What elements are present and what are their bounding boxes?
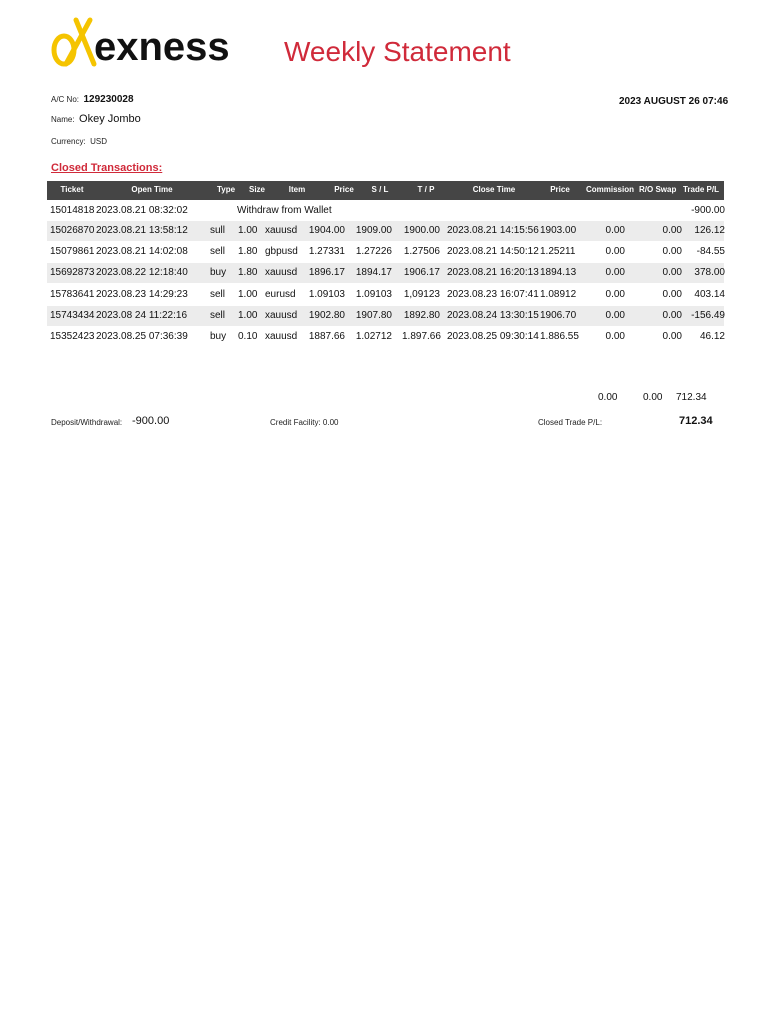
statement-datetime: 2023 AUGUST 26 07:46: [619, 96, 729, 107]
table-cell: 1.27331: [308, 246, 345, 257]
table-cell: 378.00: [694, 267, 725, 278]
table-cell: 1.00: [238, 225, 258, 236]
table-row: [47, 221, 724, 241]
table-cell: 1.80: [238, 246, 258, 257]
table-cell: sull: [210, 225, 226, 236]
table-cell: 1887.66: [308, 331, 345, 342]
section-title: Closed Transactions:: [51, 162, 163, 174]
table-cell: 0.00: [662, 310, 682, 321]
table-cell: 15079861: [50, 246, 95, 257]
table-cell: 1.80: [238, 267, 258, 278]
table-cell: 1906.17: [403, 267, 440, 278]
column-header: Ticket: [60, 185, 84, 194]
account-label: A/C No:: [51, 95, 80, 104]
table-cell: 1894.17: [355, 267, 392, 278]
table-cell: 1907.80: [355, 310, 392, 321]
table-cell: 1.25211: [540, 246, 576, 257]
currency-label: Currency:: [51, 137, 86, 146]
table-cell: 2023.08.24 13:30:15: [447, 310, 539, 321]
cell-ticket: 15014818: [50, 205, 95, 216]
table-cell: 1892.80: [403, 310, 440, 321]
table-cell: xauusd: [265, 267, 298, 278]
table-cell: 1.09103: [308, 289, 345, 300]
column-header: Close Time: [472, 185, 516, 194]
withdraw-text: Withdraw from Wallet: [237, 205, 332, 216]
table-cell: gbpusd: [265, 246, 298, 257]
closed-pl-label: Closed Trade P/L:: [538, 418, 603, 427]
table-cell: 2023.08.23 16:07:41: [447, 289, 539, 300]
table-cell: 2023.08.21 14:02:08: [96, 246, 188, 257]
table-row: [47, 306, 724, 326]
total-swap: 0.00: [643, 392, 663, 403]
account-info: [51, 89, 134, 107]
exness-logo-mark-icon: [54, 20, 94, 64]
table-cell: 0.00: [662, 267, 682, 278]
table-cell: 2023.08.21 14:50:12: [447, 246, 539, 257]
table-cell: 1.897.66: [402, 331, 441, 342]
page-title: Weekly Statement: [284, 36, 511, 67]
brand-wordmark: exness: [94, 25, 230, 69]
table-cell: 2023.08.25 07:36:39: [96, 331, 188, 342]
table-cell: 1909.00: [355, 225, 392, 236]
closed-pl-value: 712.34: [679, 415, 713, 427]
table-cell: 1.00: [238, 289, 258, 300]
table-cell: 1903.00: [540, 225, 577, 236]
table-cell: 1904.00: [308, 225, 345, 236]
table-cell: 46.12: [699, 331, 725, 342]
table-cell: 15783641: [50, 289, 95, 300]
total-commission: 0.00: [598, 392, 618, 403]
table-cell: 1.02712: [355, 331, 392, 342]
table-cell: 2023.08.21 13:58:12: [96, 225, 188, 236]
column-header: Price: [550, 185, 570, 194]
table-cell: sell: [210, 246, 226, 257]
table-cell: 1896.17: [308, 267, 345, 278]
table-cell: 0.10: [238, 331, 258, 342]
table-cell: 1.09103: [355, 289, 392, 300]
table-cell: 0.00: [605, 267, 625, 278]
table-cell: 126.12: [694, 225, 725, 236]
cell-open-time: 2023.08.21 08:32:02: [96, 205, 188, 216]
table-cell: xauusd: [265, 331, 298, 342]
table-cell: 15692873: [50, 267, 95, 278]
table-cell: 2023.08.21 16:20:13: [447, 267, 539, 278]
currency-value: USD: [90, 137, 108, 146]
column-header: Open Time: [131, 185, 173, 194]
table-cell: 1.886.55: [540, 331, 579, 342]
table-cell: 2023.08.23 14:29:23: [96, 289, 188, 300]
table-cell: 1.00: [238, 310, 258, 321]
table-cell: 1902.80: [308, 310, 345, 321]
table-cell: 0.00: [605, 246, 625, 257]
table-cell: 1.08912: [540, 289, 577, 300]
table-row-withdraw: [47, 201, 724, 221]
table-cell: sell: [210, 289, 226, 300]
exness-logo: [46, 14, 230, 70]
table-cell: 1900.00: [403, 225, 440, 236]
table-cell: buy: [210, 331, 227, 342]
table-cell: 15026870: [50, 225, 95, 236]
table-cell: 2023.08.25 09:30:14: [447, 331, 539, 342]
account-number: 129230028: [83, 94, 134, 105]
column-header: S / L: [371, 185, 389, 194]
table-cell: 2023.08.22 12:18:40: [96, 267, 188, 278]
table-cell: 15743434: [50, 310, 95, 321]
table-row: [47, 242, 724, 262]
column-header: T / P: [417, 185, 435, 194]
table-cell: xauusd: [265, 225, 298, 236]
table-cell: 1,09123: [403, 289, 440, 300]
table-cell: 0.00: [605, 289, 625, 300]
table-cell: 0.00: [662, 331, 682, 342]
column-header: Size: [248, 185, 265, 194]
currency-info: [51, 131, 107, 149]
column-header: R/O Swap: [639, 185, 677, 194]
table-cell: 1.27226: [355, 246, 392, 257]
credit-facility: Credit Facility: 0.00: [270, 418, 339, 427]
table-cell: 1894.13: [540, 267, 577, 278]
deposit-label: Deposit/Withdrawal:: [51, 418, 123, 427]
column-header: Price: [334, 185, 354, 194]
table-row: [47, 263, 724, 283]
column-header: Commission: [585, 185, 634, 194]
table-header: [47, 181, 724, 200]
table-cell: 2023.08.21 14:15:56: [447, 225, 539, 236]
column-header: Type: [216, 185, 236, 194]
table-cell: 2023.08 24 11:22:16: [96, 310, 188, 321]
table-cell: 1.27506: [403, 246, 440, 257]
table-cell: buy: [210, 267, 227, 278]
name-info: [51, 109, 141, 127]
table-cell: 0.00: [605, 310, 625, 321]
table-cell: 0.00: [662, 225, 682, 236]
table-cell: 403.14: [694, 289, 725, 300]
table-cell: sell: [210, 310, 226, 321]
cell-trade-pl: -900.00: [691, 205, 725, 216]
client-name: Okey Jombo: [79, 113, 141, 125]
table-cell: eurusd: [265, 289, 296, 300]
table-cell: 1906.70: [540, 310, 577, 321]
table-cell: -84.55: [696, 246, 725, 257]
table-row: [47, 285, 724, 305]
table-cell: 0.00: [662, 246, 682, 257]
table-cell: xauusd: [265, 310, 298, 321]
table-cell: 0.00: [605, 331, 625, 342]
column-header: Trade P/L: [682, 185, 719, 194]
total-trade-pl: 712.34: [676, 392, 707, 403]
table-cell: 0.00: [605, 225, 625, 236]
table-cell: 0.00: [662, 289, 682, 300]
table-cell: 15352423: [50, 331, 95, 342]
table-cell: -156.49: [691, 310, 725, 321]
deposit-value: -900.00: [132, 415, 170, 427]
table-row: [47, 327, 724, 347]
name-label: Name:: [51, 115, 75, 124]
column-header: Item: [288, 185, 306, 194]
